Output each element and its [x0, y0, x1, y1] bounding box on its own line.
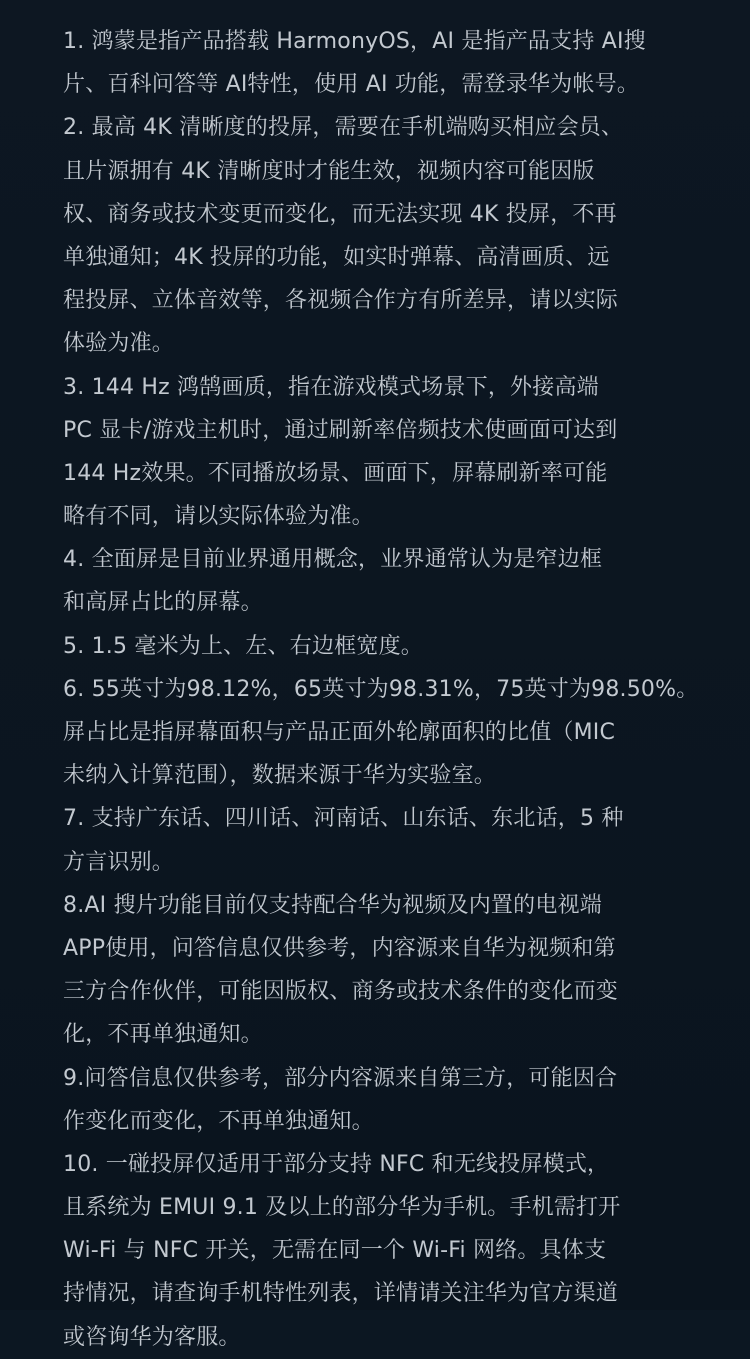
footnote-7 — [63, 797, 693, 883]
footnote-4 — [63, 538, 693, 624]
footnote-8 — [63, 884, 693, 1057]
footnote-line: 片、百科问答等 AI特性，使用 AI 功能，需登录华为帐号。 — [63, 72, 640, 98]
footnote-line: 144 Hz效果。不同播放场景、画面下，屏幕刷新率可能 — [63, 460, 608, 486]
footnote-line: 或咨询华为客服。 — [63, 1324, 241, 1350]
footnote-line: 体验为准。 — [63, 331, 175, 357]
footnote-2 — [63, 106, 693, 365]
footnote-1 — [63, 20, 693, 106]
footnote-line: 7. 支持广东话、四川话、河南话、山东话、东北话，5 种 — [63, 806, 624, 832]
footnote-line: 单独通知；4K 投屏的功能，如实时弹幕、高清画质、远 — [63, 244, 610, 270]
footnote-3 — [63, 366, 693, 539]
footnote-line: 6. 55英寸为98.12%，65英寸为98.31%，75英寸为98.50%。 — [63, 676, 699, 702]
footnote-line: 作变化而变化，不再单独通知。 — [63, 1108, 374, 1134]
footnote-line: 9.问答信息仅供参考，部分内容源来自第三方，可能因合 — [63, 1065, 618, 1091]
footnote-6 — [63, 668, 699, 798]
footnote-line: 和高屏占比的屏幕。 — [63, 590, 263, 616]
footnote-line: Wi-Fi 与 NFC 开关，无需在同一个 Wi-Fi 网络。具体支 — [63, 1238, 607, 1264]
footnote-line: 3. 144 Hz 鸿鹄画质，指在游戏模式场景下，外接高端 — [63, 374, 599, 400]
footnote-5 — [63, 625, 693, 668]
footnote-line: 且系统为 EMUI 9.1 及以上的部分华为手机。手机需打开 — [63, 1195, 621, 1221]
footnote-line: 权、商务或技术变更而变化，而无法实现 4K 投屏，不再 — [63, 201, 617, 227]
footnote-9 — [63, 1057, 693, 1143]
footnote-line: 4. 全面屏是目前业界通用概念，业界通常认为是窄边框 — [63, 547, 603, 573]
footnote-line: 程投屏、立体音效等，各视频合作方有所差异，请以实际 — [63, 288, 619, 314]
footnote-line: 化，不再单独通知。 — [63, 1022, 263, 1048]
footnote-line: APP使用，问答信息仅供参考，内容源来自华为视频和第 — [63, 935, 616, 961]
footnote-line: 10. 一碰投屏仅适用于部分支持 NFC 和无线投屏模式， — [63, 1151, 610, 1177]
footnote-line: 且片源拥有 4K 清晰度时才能生效，视频内容可能因版 — [63, 158, 595, 184]
footnote-line: 持情况，请查询手机特性列表，详情请关注华为官方渠道 — [63, 1281, 619, 1307]
footnote-line: 三方合作伙伴，可能因版权、商务或技术条件的变化而变 — [63, 979, 619, 1005]
footnote-line: 1. 鸿蒙是指产品搭载 HarmonyOS，AI 是指产品支持 AI搜 — [63, 29, 646, 54]
footnote-line: 屏占比是指屏幕面积与产品正面外轮廓面积的比值（MIC — [63, 720, 616, 745]
footnote-10 — [63, 1143, 693, 1359]
footnote-list — [63, 20, 699, 1359]
footnote-line: 8.AI 搜片功能目前仅支持配合华为视频及内置的电视端 — [63, 892, 602, 918]
footnote-line: 5. 1.5 毫米为上、左、右边框宽度。 — [63, 633, 423, 659]
footnote-line: PC 显卡/游戏主机时，通过刷新率倍频技术使画面可达到 — [63, 417, 618, 443]
footnote-line: 略有不同，请以实际体验为准。 — [63, 504, 374, 530]
footnote-line: 未纳入计算范围），数据来源于华为实验室。 — [63, 763, 497, 789]
footnote-line: 2. 最高 4K 清晰度的投屏，需要在手机端购买相应会员、 — [63, 115, 624, 141]
footnote-line: 方言识别。 — [63, 849, 175, 875]
